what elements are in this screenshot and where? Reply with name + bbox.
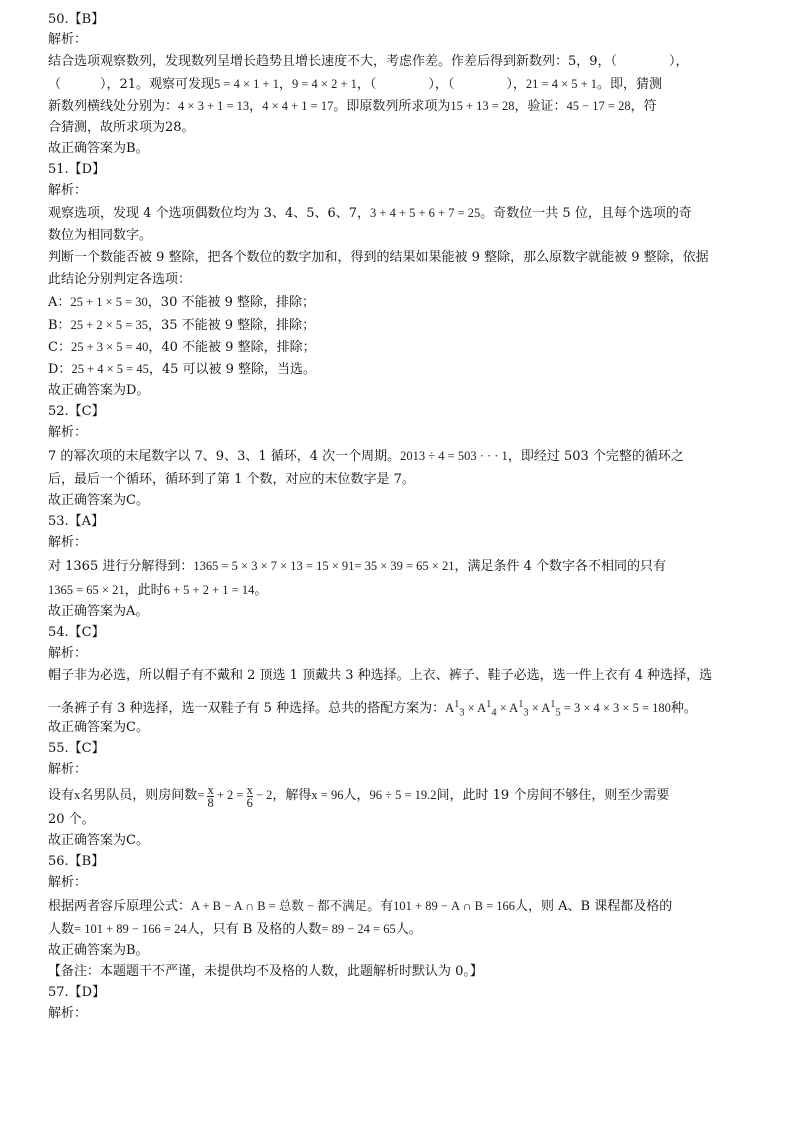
text-line <box>48 315 752 335</box>
text-segment: （ ），21。观察可发现 <box>48 77 215 92</box>
text-segment: ， <box>249 99 263 114</box>
text-segment: 。即，猜测 <box>597 77 663 92</box>
text-segment: 解析： <box>48 535 88 550</box>
text-line <box>48 203 752 223</box>
text-segment: ，验证： <box>514 99 567 114</box>
text-line <box>48 852 752 872</box>
text-line <box>48 760 752 780</box>
text-segment: 间，此时 19 个房间不够住，则至少需要 <box>436 788 670 803</box>
text-line <box>48 470 752 490</box>
text-line <box>48 810 752 830</box>
text-line <box>48 873 752 893</box>
text-segment: 人， <box>343 788 370 803</box>
text-segment: 54.【C】 <box>48 625 105 640</box>
math-expression: 3 + 4 + 5 + 6 + 7 = 25 <box>370 206 481 220</box>
math-expression: 6 + 5 + 2 + 1 = 14 <box>163 583 255 597</box>
text-segment: 50.【B】 <box>48 12 105 27</box>
text-segment: 20 个。 <box>48 812 95 827</box>
math-expression: 25 + 3 × 5 = 40 <box>70 340 149 354</box>
text-line <box>48 718 752 738</box>
text-segment: 根据两者容斥原理公式： <box>48 899 192 914</box>
text-line <box>48 602 752 622</box>
text-line <box>48 181 752 201</box>
math-expression: 9 = 4 × 2 + 1 <box>291 77 357 91</box>
text-segment: 故正确答案为C。 <box>48 493 149 508</box>
math-expression: 25 + 1 × 5 = 30 <box>70 295 148 309</box>
text-segment: 后，最后一个循环，循环到了第 1 个数，对应的末位数字是 7。 <box>48 472 415 487</box>
text-segment: 设有 <box>48 788 75 803</box>
text-line <box>48 359 752 379</box>
text-segment: 故正确答案为B。 <box>48 141 149 156</box>
math-expression: 21 = 4 × 5 + 1 <box>525 77 598 91</box>
text-line <box>48 139 752 159</box>
text-segment: ， <box>278 77 292 92</box>
text-line <box>48 270 752 290</box>
math-expression: x <box>74 788 81 802</box>
text-line <box>48 896 752 916</box>
text-line <box>48 666 752 686</box>
text-segment: 解析： <box>48 762 88 777</box>
text-segment: 判断一个数能否被 9 整除，把各个数位的数字加和，得到的结果如果能被 9 整除，那么原数字就能被 9 整除，依据 <box>48 250 709 265</box>
math-expression: x = 96 <box>311 788 344 802</box>
text-segment: ，符 <box>630 99 657 114</box>
math-expression: 5 = 4 × 1 + 1 <box>214 77 279 91</box>
text-line <box>48 96 752 116</box>
text-segment: 。即原数列所求项为 <box>333 99 451 114</box>
text-segment: ，45 可以被 9 整除，当选。 <box>148 362 317 377</box>
text-line <box>48 556 752 576</box>
text-segment: 51.【D】 <box>48 162 106 177</box>
text-segment: D： <box>48 362 72 377</box>
text-line <box>48 10 752 30</box>
math-expression: 4 × 3 + 1 = 13 <box>178 99 250 113</box>
text-segment: 故正确答案为A。 <box>48 604 149 619</box>
text-segment: 解析： <box>48 1006 88 1021</box>
text-segment: C： <box>48 340 71 355</box>
text-segment: 【备注：本题题干不严谨，未提供均不及格的人数，此题解析时默认为 0。】 <box>48 964 483 979</box>
text-segment: ，解得 <box>272 788 312 803</box>
text-line <box>48 248 752 268</box>
text-segment: 种。 <box>670 701 697 717</box>
text-segment: 此结论分别判定各选项： <box>48 272 192 287</box>
text-segment: ，（ ），（ ）， <box>356 77 526 92</box>
math-expression: 15 + 13 = 28 <box>450 99 515 113</box>
text-segment: A： <box>48 295 71 310</box>
text-segment: B： <box>48 318 71 333</box>
text-line <box>48 30 752 50</box>
text-line <box>48 623 752 643</box>
text-segment: 一条裤子有 3 种选择，选一双鞋子有 5 种选择。总共的搭配方案为： <box>48 701 446 717</box>
text-line <box>48 919 752 939</box>
text-line <box>48 226 752 246</box>
text-line <box>48 381 752 401</box>
text-segment: 57.【D】 <box>48 985 106 1000</box>
text-line <box>48 160 752 180</box>
text-line <box>48 644 752 664</box>
math-expression: 96 ÷ 5 = 19.2 <box>369 788 437 802</box>
text-line <box>48 941 752 961</box>
text-line <box>48 1004 752 1024</box>
math-formula: $A^1_3 \times A^1_4 \times A^1_3 \times A^1_5 = 3 \times 4 \times 3 \times 5 = 180$ <box>445 699 671 719</box>
text-segment: 故正确答案为C。 <box>48 833 149 848</box>
text-line <box>48 692 752 718</box>
math-expression: 2013 ÷ 4 = 503 · · · 1 <box>400 449 508 463</box>
text-line <box>48 533 752 553</box>
text-segment: 故正确答案为C。 <box>48 720 149 735</box>
text-segment: 人数 <box>48 922 75 937</box>
text-segment: 人。 <box>395 922 422 937</box>
text-segment: 数位为相同数字。 <box>48 228 153 243</box>
text-line <box>48 512 752 532</box>
text-segment: 对 1365 进行分解得到： <box>48 559 194 574</box>
text-line <box>48 782 752 808</box>
math-expression: 25 + 2 × 5 = 35 <box>70 318 148 332</box>
text-segment: 故正确答案为D。 <box>48 383 150 398</box>
math-expression: A + B − A ∩ B = 总数 − 都不满足 <box>191 899 368 913</box>
text-segment: 解析： <box>48 183 88 198</box>
text-line <box>48 52 752 72</box>
text-segment: 解析： <box>48 646 88 661</box>
text-line <box>48 423 752 443</box>
text-line <box>48 292 752 312</box>
math-expression: = 89 − 24 = 65 <box>321 922 396 936</box>
text-segment: ，即经过 503 个完整的循环之 <box>507 449 684 464</box>
text-segment: 人，只有 B 及格的人数 <box>186 922 322 937</box>
text-segment: ，40 不能被 9 整除，排除； <box>148 340 316 355</box>
math-expression: 1365 = 5 × 3 × 7 × 13 = 15 × 91= 35 × 39 = 65 × 21 <box>193 559 455 573</box>
text-line <box>48 739 752 759</box>
text-segment: 名男队员，则房间数 <box>80 788 198 803</box>
text-segment: 新数列横线处分别为： <box>48 99 179 114</box>
text-segment: 56.【B】 <box>48 854 105 869</box>
text-segment: 。有 <box>367 899 394 914</box>
math-formula: = $\frac{x}{8}$ + 2 = $\frac{x}{6}$ − 2 <box>197 782 273 810</box>
text-segment: 故正确答案为B。 <box>48 943 149 958</box>
text-segment: 。 <box>254 583 268 598</box>
text-line <box>48 491 752 511</box>
math-expression: 101 + 89 − A ∩ B = 166 <box>393 899 516 913</box>
text-segment: 解析： <box>48 425 88 440</box>
text-segment: 53.【A】 <box>48 514 105 529</box>
text-line <box>48 831 752 851</box>
text-segment: 。奇数位一共 5 位，且每个选项的奇 <box>480 206 692 221</box>
math-expression: 45 − 17 = 28 <box>566 99 631 113</box>
text-line <box>48 962 752 982</box>
math-expression: = 101 + 89 − 166 = 24 <box>74 922 187 936</box>
text-segment: 观察选项，发现 4 个选项偶数位均为 3、4、5、6、7， <box>48 206 371 221</box>
text-line <box>48 74 752 94</box>
text-segment: 人，则 A、B 课程都及格的 <box>515 899 673 914</box>
text-line <box>48 580 752 600</box>
text-segment: 合猜测，故所求项为28。 <box>48 120 195 135</box>
text-segment: 结合选项观察数列，发现数列呈增长趋势且增长速度不大，考虑作差。作差后得到新数列：5，9，（ ）， <box>48 54 689 69</box>
text-segment: 7 的幂次项的末尾数字以 7、9、3、1 循环，4 次一个周期。 <box>48 449 401 464</box>
text-line <box>48 402 752 422</box>
text-segment: ，此时 <box>124 583 164 598</box>
text-line <box>48 446 752 466</box>
text-segment: ，满足条件 4 个数字各不相同的只有 <box>454 559 667 574</box>
math-expression: 4 × 4 + 1 = 17 <box>262 99 334 113</box>
text-line <box>48 337 752 357</box>
text-segment: ，35 不能被 9 整除，排除； <box>147 318 316 333</box>
math-expression: 1365 = 65 × 21 <box>48 583 125 597</box>
math-expression: 25 + 4 × 5 = 45 <box>71 362 149 376</box>
text-segment: ，30 不能被 9 整除，排除； <box>147 295 316 310</box>
text-segment: 52.【C】 <box>48 404 105 419</box>
text-segment: 55.【C】 <box>48 741 105 756</box>
text-line <box>48 983 752 1003</box>
text-segment: 解析： <box>48 875 88 890</box>
text-segment: 解析： <box>48 32 88 47</box>
text-segment: 帽子非为必选，所以帽子有不戴和 2 顶选 1 顶戴共 3 种选择。上衣、裤子、鞋子必选，选一件上衣有 4 种选择，选 <box>48 668 713 683</box>
text-line <box>48 118 752 138</box>
